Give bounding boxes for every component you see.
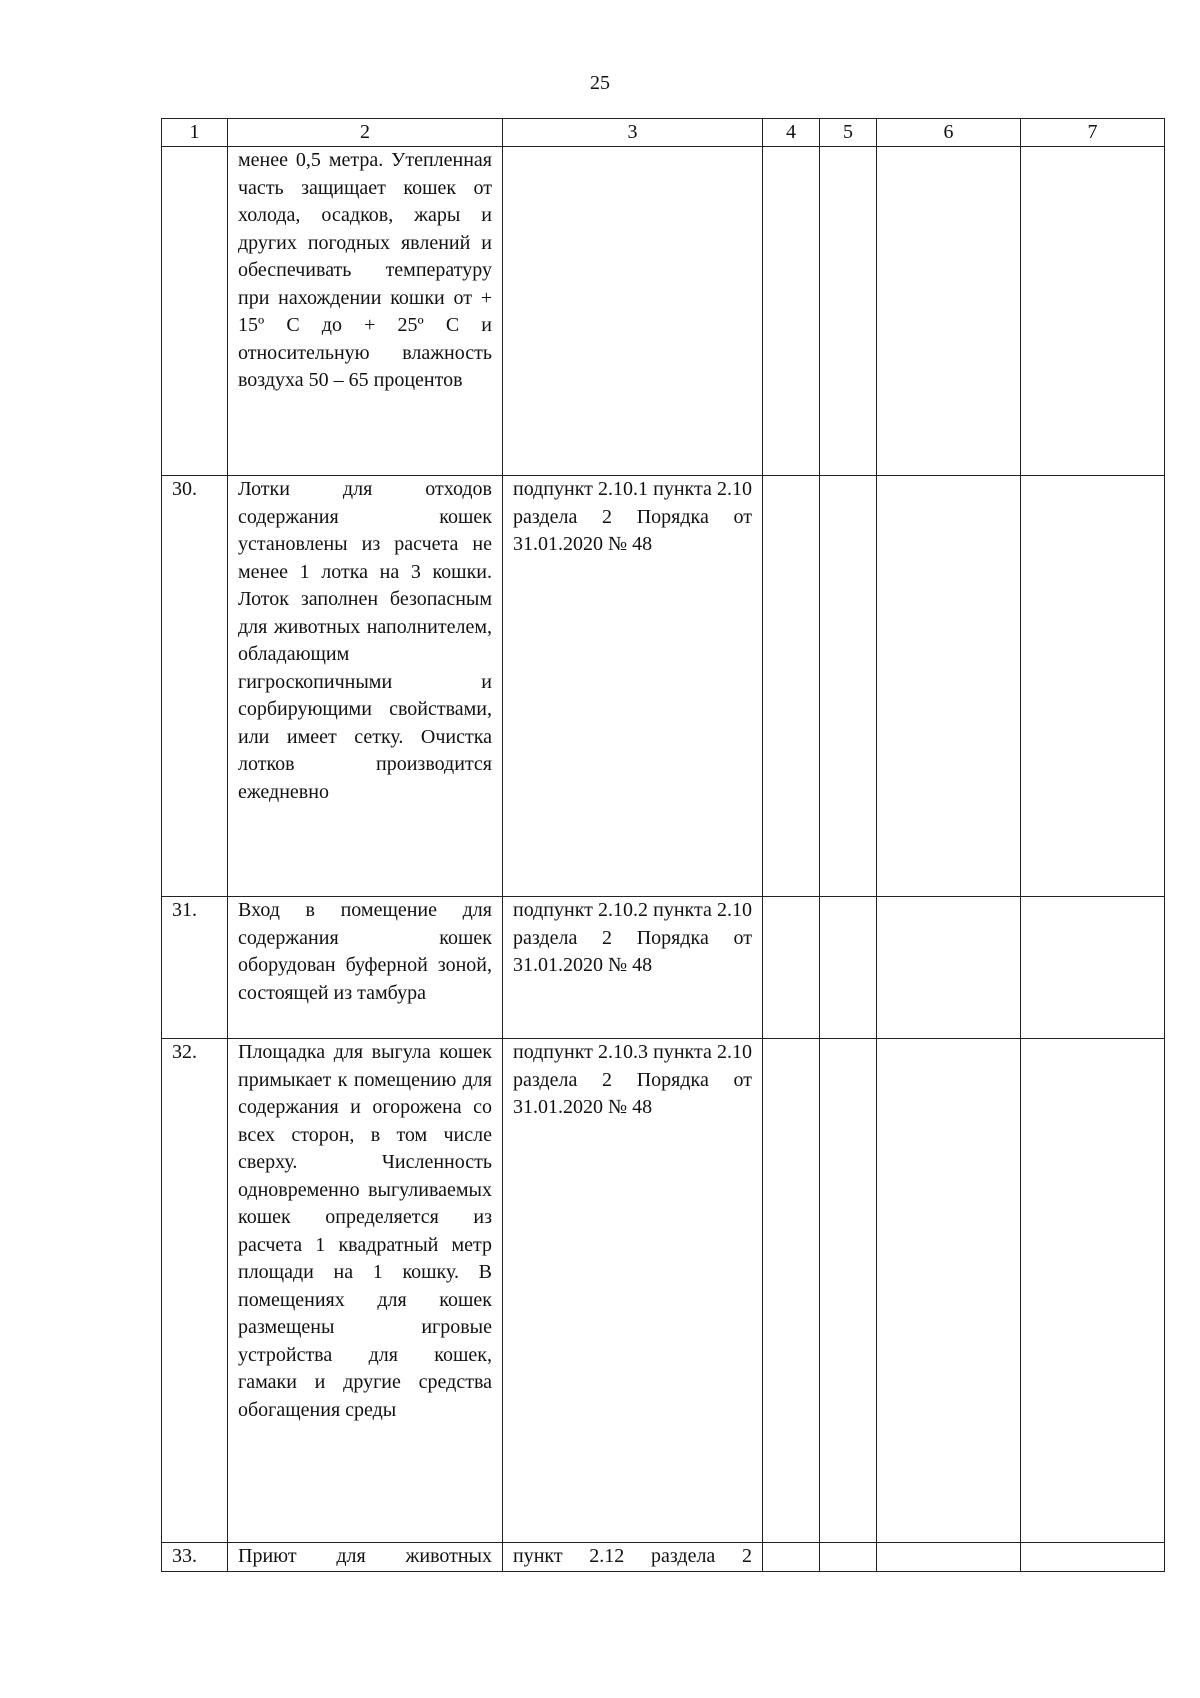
row-number [162,147,228,476]
cell-col-6 [877,1039,1021,1543]
requirement-text: Вход в помещение для содержания кошек оборудован буферной зоной, состоящей из тамбура [228,897,503,1039]
table-row [162,897,1165,1039]
reference-text [503,147,763,476]
column-header: 5 [820,119,877,147]
checklist-table [161,118,1165,1572]
requirement-text: Приют для животных [228,1543,503,1572]
requirement-text: Площадка для выгула кошек примыкает к помещению для содержания и огорожена со всех сторон, в том числе сверху. Численность одновременно выгуливаемых кошек определяется из расчета 1 квадратный метр площади на 1 кошку. В помещениях для кошек размещены игровые устройства для кошек, гамаки и другие средства обогащения среды [228,1039,503,1543]
cell-col-5 [820,1039,877,1543]
reference-text: подпункт 2.10.2 пункта 2.10 раздела 2 Порядка от 31.01.2020 № 48 [503,897,763,1039]
requirement-text: Лотки для отходов содержания кошек установлены из расчета не менее 1 лотка на 3 кошки. Лоток заполнен безопасным для животных наполнителем, обладающим гигроскопичными и сорбирующими свойствами, или имеет сетку. Очистка лотков производится ежедневно [228,476,503,897]
cell-col-4 [763,897,820,1039]
row-number: 30. [162,476,228,897]
cell-col-6 [877,1543,1021,1572]
cell-col-5 [820,1543,877,1572]
cell-col-7 [1021,476,1165,897]
cell-col-4 [763,1543,820,1572]
cell-col-7 [1021,1039,1165,1543]
table-row [162,1543,1165,1572]
cell-col-7 [1021,1543,1165,1572]
cell-col-4 [763,147,820,476]
reference-text: подпункт 2.10.3 пункта 2.10 раздела 2 Порядка от 31.01.2020 № 48 [503,1039,763,1543]
reference-text: пункт 2.12 раздела 2 [503,1543,763,1572]
row-number: 33. [162,1543,228,1572]
cell-col-5 [820,897,877,1039]
cell-col-6 [877,147,1021,476]
table-row [162,476,1165,897]
page-number: 25 [590,72,610,94]
column-header: 4 [763,119,820,147]
cell-col-7 [1021,897,1165,1039]
cell-col-7 [1021,147,1165,476]
cell-col-4 [763,1039,820,1543]
requirement-text: менее 0,5 метра. Утепленная часть защищает кошек от холода, осадков, жары и других погодных явлений и обеспечивать температуру при нахождении кошки от + 15º С до + 25º С и относительную влажность воздуха 50 – 65 процентов [228,147,503,476]
table-row [162,1039,1165,1543]
table-row [162,147,1165,476]
cell-col-5 [820,147,877,476]
column-header: 2 [228,119,503,147]
cell-col-5 [820,476,877,897]
reference-text: подпункт 2.10.1 пункта 2.10 раздела 2 Порядка от 31.01.2020 № 48 [503,476,763,897]
row-number: 31. [162,897,228,1039]
column-header: 6 [877,119,1021,147]
row-number: 32. [162,1039,228,1543]
column-header: 1 [162,119,228,147]
cell-col-6 [877,897,1021,1039]
cell-col-6 [877,476,1021,897]
table-header-row [162,119,1165,147]
column-header: 7 [1021,119,1165,147]
cell-col-4 [763,476,820,897]
column-header: 3 [503,119,763,147]
